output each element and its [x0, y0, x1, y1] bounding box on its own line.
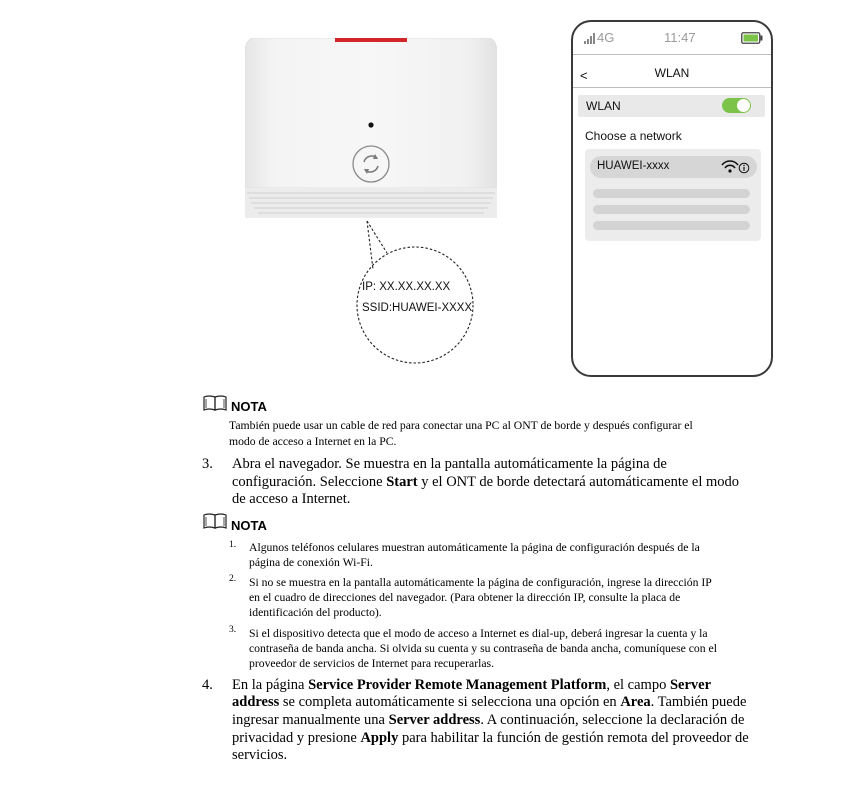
- phone-status-bar: [573, 30, 771, 50]
- note-item-text: Si el dispositivo detecta que el modo de acceso a Internet es dial-up, deberá ingresar la cuenta y la: [249, 627, 708, 640]
- note-heading: NOTA: [231, 399, 267, 414]
- network-type: 4G: [597, 30, 615, 45]
- note-text: También puede usar un cable de red para conectar una PC al ONT de borde y después configurar el: [229, 419, 693, 432]
- note-item-text: contraseña de banda ancha. Si olvida su cuenta y su contraseña de banda ancha, comuníquese con el: [249, 642, 717, 655]
- network-name: HUAWEI-xxxx: [597, 160, 670, 172]
- wlan-header: [573, 66, 771, 86]
- step-text: de acceso a Internet.: [232, 491, 351, 507]
- note-item-number: 3.: [229, 625, 237, 635]
- note-item-text: página de conexión Wi-Fi.: [249, 556, 373, 569]
- wps-button-icon: [353, 146, 389, 182]
- note-item-text: Algunos teléfonos celulares muestran automáticamente la página de configuración después de la: [249, 541, 700, 554]
- back-button[interactable]: <: [580, 68, 588, 83]
- wlan-toggle-row: [578, 95, 765, 117]
- placeholder-network: [593, 189, 750, 198]
- note-item-text: identificación del producto).: [249, 606, 382, 619]
- note-item-text: Si no se muestra en la pantalla automáticamente la página de configuración, ingrese la dirección IP: [249, 576, 712, 589]
- screen-title: WLAN: [654, 66, 690, 80]
- router-indicator-led: [368, 122, 373, 127]
- router-label-ip: IP: XX.XX.XX.XX: [362, 281, 451, 293]
- router-label-ssid: SSID:HUAWEI-XXXX: [362, 302, 473, 314]
- wifi-info-icon: [721, 159, 751, 175]
- phone-time: 11:47: [664, 30, 696, 45]
- signal-icon: [584, 33, 598, 44]
- step-text: En la página Service Provider Remote Management Platform, el campo Server: [232, 677, 712, 693]
- router-top-stripe: [335, 38, 407, 42]
- note-item-text: en el cuadro de direcciones del navegador. (Para obtener la dirección IP, consulte la placa de: [249, 591, 681, 604]
- step-text: address se completa automáticamente si selecciona una opción en Area. También puede: [232, 694, 747, 710]
- note-item-number: 1.: [229, 540, 237, 550]
- book-icon: [203, 395, 227, 412]
- step-text: Abra el navegador. Se muestra en la pantalla automáticamente la página de: [232, 456, 667, 472]
- note-heading: NOTA: [231, 518, 267, 533]
- network-list: [585, 149, 761, 241]
- placeholder-network: [593, 205, 750, 214]
- note-item-number: 2.: [229, 574, 237, 584]
- note-text: modo de acceso a Internet en la PC.: [229, 435, 397, 448]
- choose-network-label: Choose a network: [585, 129, 682, 143]
- wlan-toggle[interactable]: [722, 98, 751, 113]
- phone-illustration: [571, 20, 773, 377]
- network-item[interactable]: [590, 156, 757, 178]
- wlan-label: WLAN: [586, 99, 621, 113]
- step-text: servicios.: [232, 747, 288, 763]
- book-icon: [203, 513, 227, 530]
- placeholder-network: [593, 221, 750, 230]
- step-number: 4.: [202, 677, 213, 693]
- battery-icon: [741, 32, 763, 44]
- ont-router-illustration: [245, 38, 497, 218]
- step-text: privacidad y presione Apply para habilitar la función de gestión remota del proveedor de: [232, 730, 749, 746]
- step-text: ingresar manualmente una Server address. A continuación, seleccione la declaración de: [232, 712, 745, 728]
- start-keyword: Start: [386, 474, 418, 490]
- note-item-text: proveedor de servicios de Internet para recuperarlas.: [249, 657, 494, 670]
- step-number: 3.: [202, 456, 213, 472]
- step-text: configuración. Seleccione Start y el ONT de borde detectará automáticamente el modo: [232, 474, 740, 490]
